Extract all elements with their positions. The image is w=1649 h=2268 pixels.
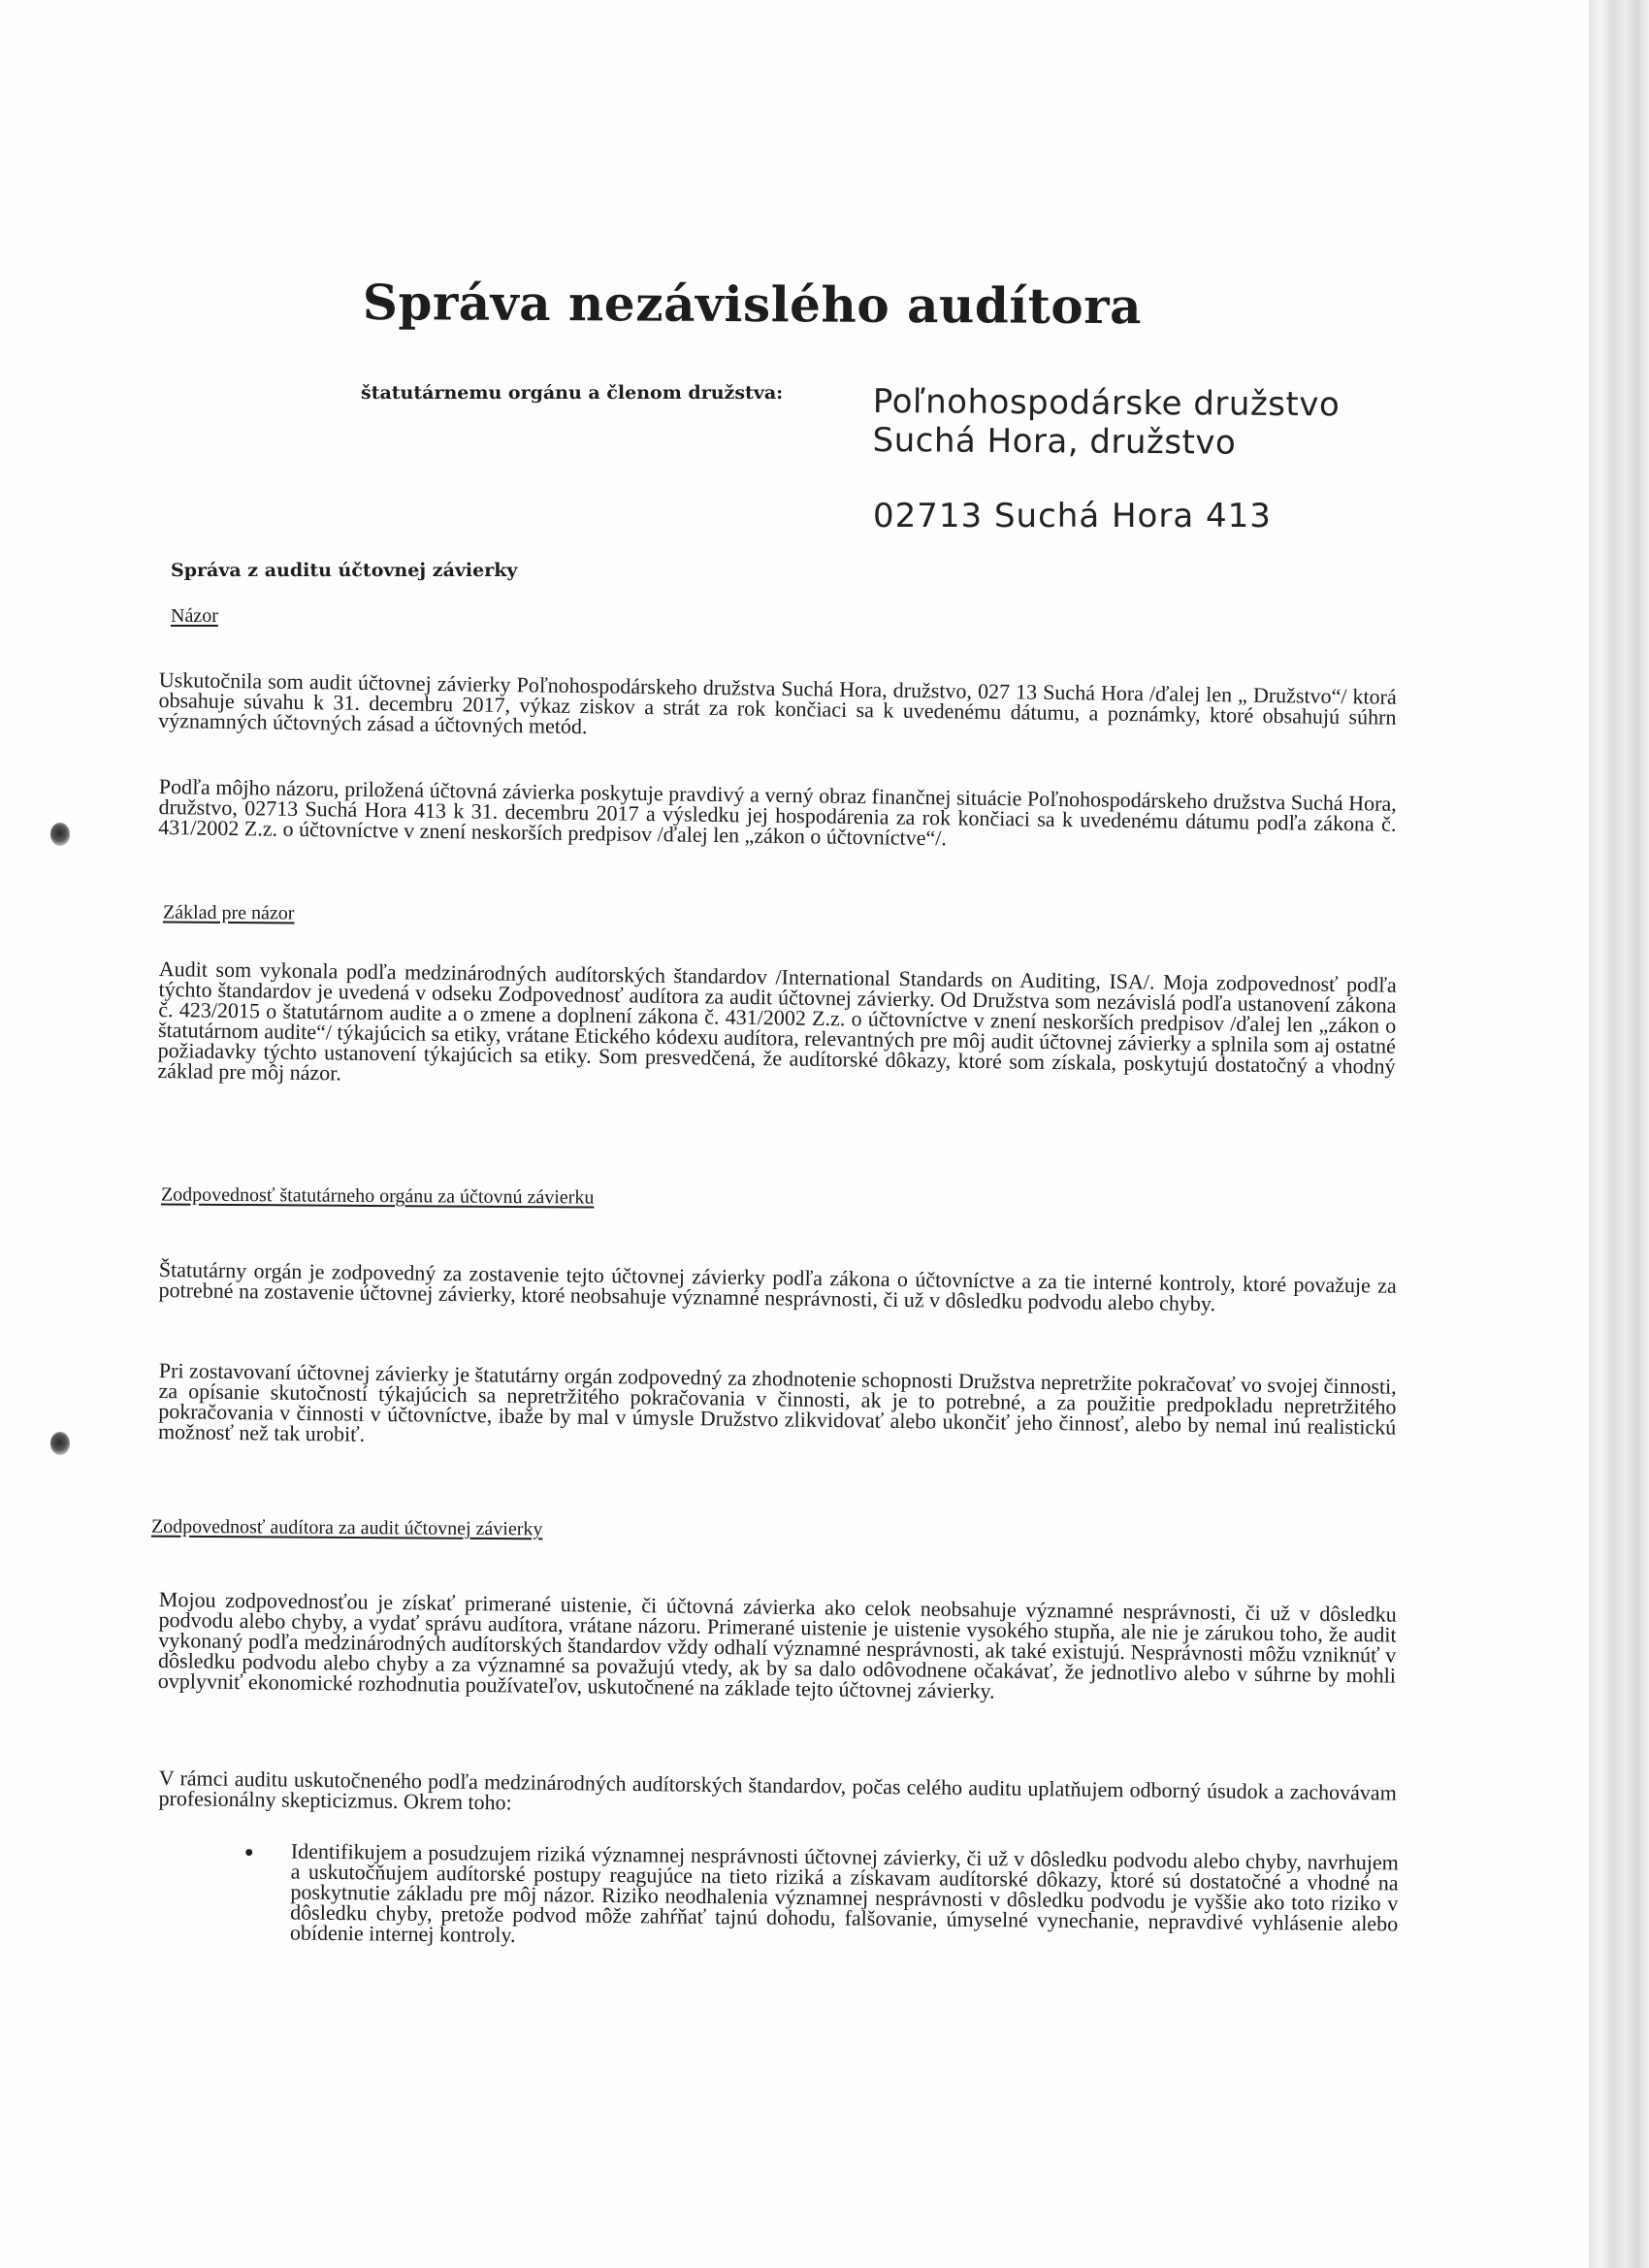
auditor-paragraph-2: V rámci auditu uskutočneného podľa medzinárodných audítorských štandardov, počas celého auditu uplatňujem odborný úsudok a zachovávam profesionálny skepticizmus. Okrem toho: [158,1766,1397,1815]
section-title: Správa z auditu účtovnej závierky [171,560,518,581]
bullet-item [243,1838,1399,1947]
opinion-heading: Názor [171,605,218,627]
basis-heading: Základ pre názor [162,901,295,924]
opinion-paragraph-2: Podľa môjho názoru, priložená účtovná závierka poskytuje pravdivý a verný obraz finančnej situácie Poľnohospodárskeho družstva Suchá Hora, družstvo, 02713 Suchá Hora 413 k 31. decembru 2017 a výsledku jej hospodárenia za rok končiaci sa k uvedenému dátumu podľa zákona č. 431/2002 Z.z. o účtovníctve v znení neskorších predpisov /ďalej len „zákon o účtovníctve“/. [158,774,1397,851]
punch-hole-top [50,823,70,846]
statutory-paragraph-1: Štatutárny orgán je zodpovedný za zostavenie tejto účtovnej závierky podľa zákona o účtovníctve a za tie interné kontroly, ktoré považuje za potrebné na zostavenie účtovnej závierky, ktoré neobsahuje významné nesprávnosti, či už v dôsledku podvodu alebo chyby. [158,1257,1397,1316]
auditor-heading: Zodpovednosť audítora za audit účtovnej závierky [150,1515,543,1540]
recipient-name-line-2: Suchá Hora, družstvo [872,420,1237,463]
recipient-name [872,382,1340,463]
recipient-address: 02713 Suchá Hora 413 [873,497,1272,535]
basis-paragraph: Audit som vykonala podľa medzinárodných audítorských štandardov /International Standards on Auditing, ISA/. Moja zodpovednosť podľa týchto štandardov je uvedená v odseku Zodpovednosť audítora za audit účtovnej závierky. Od Družstva som nezávislá podľa ustanovení zákona č. 423/2015 o štatutárnom audite a o zmene a doplnení zákona č. 431/2002 Z.z. o účtovníctve v znení neskorších predpisov /ďalej len „zákon o štatutárnom audite“/ týkajúcich sa etiky, vrátane Etického kódexu audítora, relevantných pre môj audit účtovnej závierky a splnila som aj ostatné požiadavky týchto ustanovení týkajúcich sa etiky. Som presvedčená, že audítorské dôkazy, ktoré som získala, poskytujú dostatočný a vhodný základ pre môj názor. [157,956,1397,1085]
paper-stack-edge [1589,0,1649,2268]
statutory-paragraph-2: Pri zostavovaní účtovnej závierky je štatutárny orgán zodpovedný za zhodnotenie schopnosti Družstva nepretržite pokračovať vo svojej činnosti, za opísanie skutočností týkajúcich sa nepretržitého pokračovania v činnosti, ak je to potrebné, a za použitie predpokladu nepretržitého pokračovania v činnosti v účtovníctve, ibaže by mal v úmysle Družstvo zlikvidovať alebo ukončiť jeho činnosť, alebo by nemal inú realistickú možnosť než tak urobiť. [157,1358,1397,1446]
auditor-paragraph-1: Mojou zodpovednosťou je získať primerané uistenie, či účtovná závierka ako celok neobsahuje významné nesprávnosti, či už v dôsledku podvodu alebo chyby, a vydať správu audítora, vrátane názoru. Primerané uistenie je uistenie vysokého stupňa, ale nie je zárukou toho, že audit vykonaný podľa medzinárodných audítorských štandardov vždy odhalí významné nesprávnosti, ak také existujú. Nesprávnosti môžu vzniknúť v dôsledku podvodu alebo chyby a za významné sa považujú vtedy, ak by sa dalo odôvodnene očakávať, že jednotlivo alebo v súhrne by mohli ovplyvniť ekonomické rozhodnutia používateľov, uskutočnené na základe tejto účtovnej závierky. [157,1587,1397,1703]
document-title: Správa nezávislého audítora [362,274,1143,336]
opinion-paragraph-1: Uskutočnila som audit účtovnej závierky Poľnohospodárskeho družstva Suchá Hora, družstvo, 027 13 Suchá Hora /ďalej len „ Družstvo“/ ktorá obsahuje súvahu k 31. decembru 2017, výkaz ziskov a strát za rok končiaci sa k uvedenému dátumu, a poznámky, ktoré obsahujú súhrn významných účtovných zásad a účtovných metód. [158,667,1397,739]
bullet-text: Identifikujem a posudzujem riziká významnej nesprávnosti účtovnej závierky, či už v dôsledku podvodu alebo chyby, navrhujem a uskutočňujem audítorské postupy reagujúce na tieto riziká a získavam audítorské dôkazy, ktoré sú dostatočné a vhodné na poskytnutie základu pre môj názor. Riziko neodhalenia významnej nesprávnosti v dôsledku podvodu je vyššie ako toto riziko v dôsledku chyby, pretože podvod môže zahŕňať tajnú dohodu, falšovanie, úmyselné vynechanie, nepravdivé vyhlásenie alebo obídenie internej kontroly. [289,1838,1399,1947]
statutory-heading: Zodpovednosť štatutárneho orgánu za účtovnú závierku [160,1183,595,1209]
bullet-dot-icon: ● [243,1843,254,1862]
recipient-label: štatutárnemu orgánu a členom družstva: [361,382,784,404]
punch-hole-bottom [50,1432,70,1455]
recipient-name-line-1: Poľnohospodárske družstvo [872,382,1341,425]
